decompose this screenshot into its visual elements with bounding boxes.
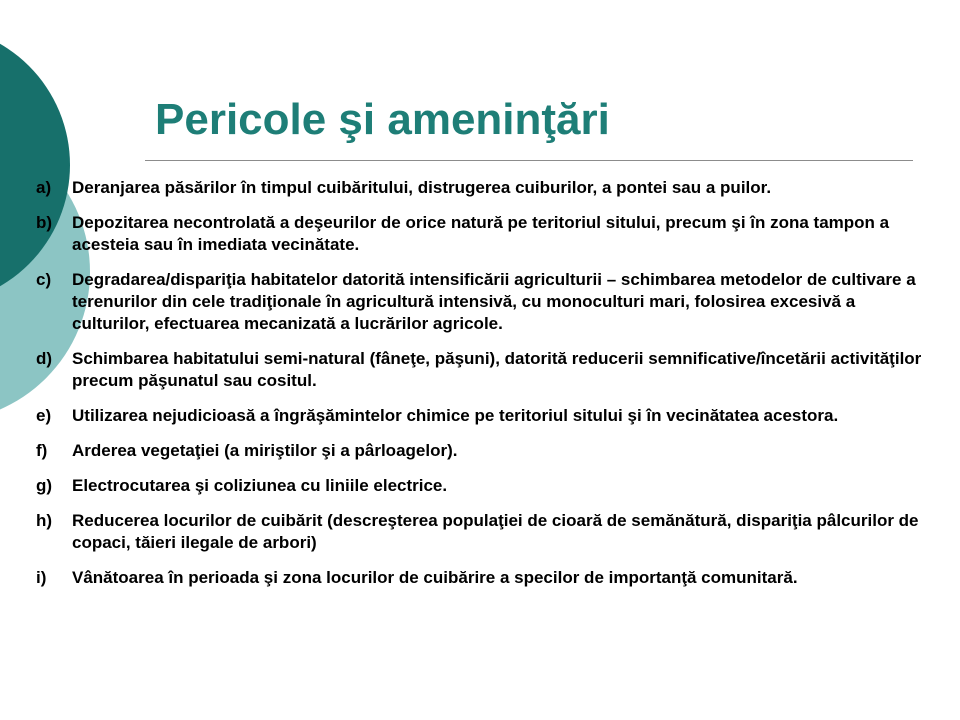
- list-marker: i): [36, 568, 47, 587]
- list-item: [36, 440, 936, 462]
- list-item: [36, 510, 936, 554]
- list-marker: e): [36, 406, 52, 425]
- list-item-text: Deranjarea păsărilor în timpul cuibăritului, distrugerea cuiburilor, a pontei sau a puilor.: [72, 178, 772, 197]
- list-marker: a): [36, 178, 52, 197]
- list-marker: f): [36, 441, 48, 460]
- list-marker: c): [36, 270, 52, 289]
- slide-title: Pericole şi ameninţări: [155, 95, 610, 144]
- list-item: [36, 475, 936, 497]
- list-item-text: Depozitarea necontrolată a deşeurilor de orice natură pe teritoriul sitului, precum şi în zona tampon a acesteia sau în imediata vecinătate.: [72, 213, 890, 254]
- list-item-text: Degradarea/dispariţia habitatelor datorită intensificării agriculturii – schimbarea metodelor de cultivare a terenurilor din cele tradiţionale în agricultură intensivă, cu monoculturi mari, folosirea excesivă a culturilor, efectuarea mecanizată a lucrărilor agricole.: [72, 270, 916, 333]
- list-item-text: Arderea vegetaţiei (a miriştilor şi a pârloagelor).: [72, 441, 458, 460]
- list-marker: g): [36, 476, 53, 495]
- threat-list: [36, 177, 936, 602]
- list-item: [36, 269, 936, 335]
- title-divider: [145, 160, 913, 161]
- list-item: [36, 567, 936, 589]
- list-item: [36, 212, 936, 256]
- list-item-text: Reducerea locurilor de cuibărit (descreşterea populaţiei de cioară de semănătură, dispariţia pâlcurilor de copaci, tăieri ilegale de arbori): [72, 511, 919, 552]
- list-item: [36, 348, 936, 392]
- list-item: [36, 177, 936, 199]
- list-item-text: Schimbarea habitatului semi-natural (fâneţe, păşuni), datorită reducerii semnificative/încetării activităţilor precum păşunatul sau cositul.: [72, 349, 922, 390]
- list-item-text: Vânătoarea în perioada şi zona locurilor de cuibărire a specilor de importanţă comunitară.: [72, 568, 798, 587]
- list-marker: b): [36, 213, 53, 232]
- list-marker: h): [36, 511, 53, 530]
- list-item: [36, 405, 936, 427]
- list-marker: d): [36, 349, 53, 368]
- list-item-text: Electrocutarea şi coliziunea cu liniile electrice.: [72, 476, 448, 495]
- list-item-text: Utilizarea nejudicioasă a îngrăşămintelor chimice pe teritoriul sitului şi în vecinătatea acestora.: [72, 406, 839, 425]
